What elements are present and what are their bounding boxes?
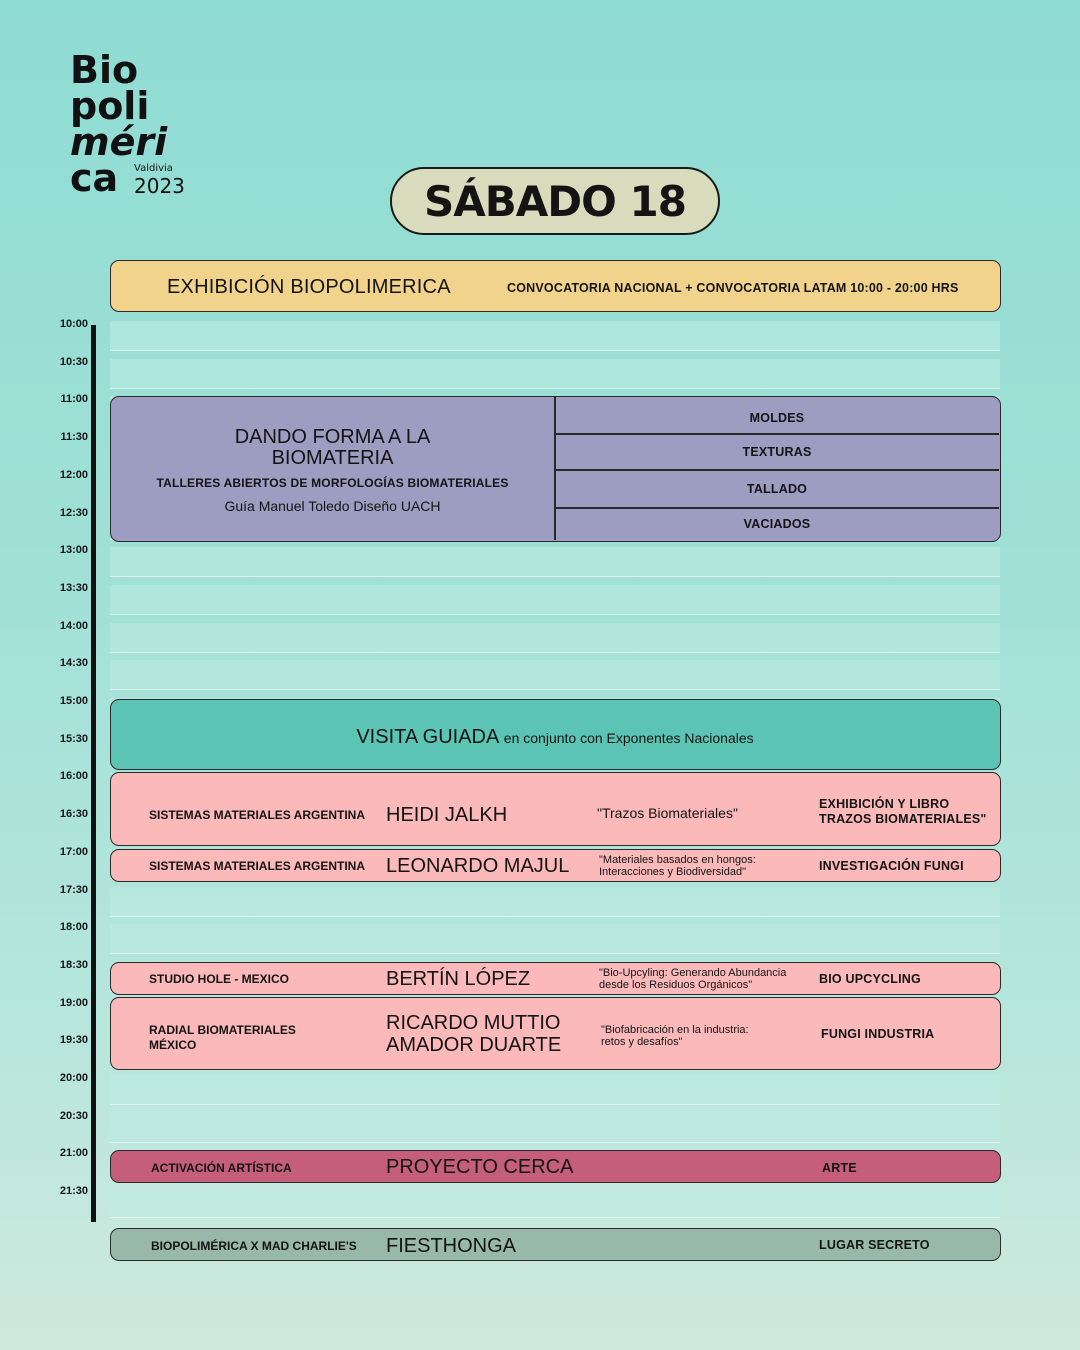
workshop-divider-2 xyxy=(555,469,999,471)
time-label: 18:30 xyxy=(59,958,88,971)
time-label: 16:00 xyxy=(59,770,88,783)
art-note: ARTE xyxy=(822,1161,857,1175)
time-label: 15:00 xyxy=(59,695,88,707)
talk-org xyxy=(149,1023,296,1053)
art-name: PROYECTO CERCA xyxy=(386,1156,574,1178)
party-block xyxy=(110,1228,1001,1261)
workshop-guide: Guía Manuel Toledo Diseño UACH xyxy=(224,498,441,514)
talk-speaker xyxy=(386,1012,561,1056)
workshop-item-vaciados: VACIADOS xyxy=(743,517,811,531)
time-label: 17:00 xyxy=(59,845,88,858)
talk-note: BIO UPCYCLING xyxy=(819,972,921,986)
time-label: 19:00 xyxy=(59,996,88,1009)
art-org: ACTIVACIÓN ARTÍSTICA xyxy=(151,1161,292,1175)
workshop-item-tallado: TALLADO xyxy=(746,482,808,496)
talk-org: SISTEMAS MATERIALES ARGENTINA xyxy=(149,859,366,873)
talk-muttio-duarte xyxy=(110,997,1001,1070)
logo-line-1: Bio xyxy=(70,48,139,92)
guided-tour-text xyxy=(111,726,999,749)
schedule-row xyxy=(110,321,1000,351)
time-label: 12:30 xyxy=(59,506,88,519)
talk-bertin-lopez xyxy=(110,962,1001,995)
talk-topic: "Trazos Biomateriales" xyxy=(597,805,738,821)
workshop-item-texturas: TEXTURAS xyxy=(742,445,812,459)
workshop-divider-3 xyxy=(555,507,999,509)
workshop-divider-1 xyxy=(555,433,999,435)
talk-topic-line2: retos y desafíos" xyxy=(601,1036,683,1048)
talk-org-line1: RADIAL BIOMATERIALES xyxy=(149,1023,296,1037)
guided-tour-title: VISITA GUIADA xyxy=(356,726,500,748)
talk-note-line2: TRAZOS BIOMATERIALES" xyxy=(819,812,987,826)
time-label: 13:00 xyxy=(59,544,88,557)
exhibition-subtitle: CONVOCATORIA NACIONAL + CONVOCATORIA LATAM 10:00 - 20:00 HRS xyxy=(507,281,959,295)
talk-speaker-line2: AMADOR DUARTE xyxy=(386,1034,562,1056)
time-label: 21:30 xyxy=(59,1185,88,1198)
schedule-row xyxy=(110,1075,1000,1105)
talk-topic-line2: desde los Residuos Orgánicos" xyxy=(599,979,753,991)
workshop-item-moldes: MOLDES xyxy=(749,411,805,425)
time-label: 14:30 xyxy=(59,657,88,670)
time-label: 21:00 xyxy=(59,1147,88,1160)
talk-leonardo-majul xyxy=(110,849,1001,882)
art-block xyxy=(110,1150,1001,1183)
day-title: SÁBADO 18 xyxy=(390,167,720,235)
talk-org: STUDIO HOLE - MEXICO xyxy=(149,972,290,986)
time-label: 16:30 xyxy=(59,808,88,821)
schedule-row xyxy=(110,623,1000,653)
workshop-title xyxy=(111,427,554,469)
logo-year: 2023 xyxy=(134,174,185,198)
party-note: LUGAR SECRETO xyxy=(819,1238,930,1252)
workshop-title-line1: DANDO FORMA A LA xyxy=(234,426,431,448)
time-label: 20:00 xyxy=(59,1072,88,1084)
workshop-title-line2: BIOMATERIA xyxy=(271,447,394,469)
talk-topic xyxy=(599,854,756,878)
talk-topic xyxy=(601,1024,749,1048)
talk-heidi-jalkh xyxy=(110,772,1001,846)
talk-topic-line1: "Materiales basados en hongos: xyxy=(599,854,756,866)
time-label: 11:30 xyxy=(60,431,88,444)
talk-note: INVESTIGACIÓN FUNGI xyxy=(819,859,964,873)
time-label: 13:30 xyxy=(59,581,88,594)
time-label: 15:30 xyxy=(59,732,88,745)
schedule-row xyxy=(110,1188,1000,1218)
time-label: 10:00 xyxy=(59,318,88,330)
talk-org: SISTEMAS MATERIALES ARGENTINA xyxy=(149,808,366,822)
exhibition-block xyxy=(110,260,1001,312)
time-label: 12:00 xyxy=(59,468,88,481)
talk-note: FUNGI INDUSTRIA xyxy=(821,1027,935,1041)
schedule-row xyxy=(110,359,1000,389)
exhibition-title: EXHIBICIÓN BIOPOLIMERICA xyxy=(167,276,451,298)
schedule-row xyxy=(110,1113,1000,1143)
talk-speaker: HEIDI JALKH xyxy=(386,804,508,826)
workshop-block xyxy=(110,396,1001,542)
logo-city: Valdivia xyxy=(134,163,173,174)
schedule-row xyxy=(110,547,1000,577)
logo-line-2: poli xyxy=(70,84,150,128)
talk-org-line2: MÉXICO xyxy=(149,1038,197,1052)
talk-topic-line1: "Biofabricación en la industria: xyxy=(601,1024,749,1036)
time-label: 10:30 xyxy=(59,355,88,368)
logo-line-3: méri xyxy=(70,120,168,164)
workshop-subtitle: TALLERES ABIERTOS DE MORFOLOGÍAS BIOMATERIALES xyxy=(156,476,509,490)
talk-note xyxy=(819,797,987,827)
party-org: BIOPOLIMÉRICA X MAD CHARLIE'S xyxy=(151,1239,357,1253)
talk-topic xyxy=(599,967,786,991)
schedule-row xyxy=(110,887,1000,917)
time-label: 17:30 xyxy=(59,883,88,896)
guided-tour-subtitle: en conjunto con Exponentes Nacionales xyxy=(503,730,754,746)
guided-tour-block xyxy=(110,699,1001,770)
time-label: 18:00 xyxy=(59,921,88,934)
talk-topic-line2: Interacciones y Biodiversidad" xyxy=(599,866,746,878)
talk-speaker: BERTÍN LÓPEZ xyxy=(386,968,531,990)
time-label: 19:30 xyxy=(59,1034,88,1047)
time-label: 14:00 xyxy=(59,619,88,632)
biopolimerica-logo xyxy=(70,48,185,200)
timeline-bar xyxy=(91,325,96,1222)
time-label: 20:30 xyxy=(59,1109,88,1122)
talk-topic-line1: "Bio-Upcyling: Generando Abundancia xyxy=(599,967,787,979)
time-label: 11:00 xyxy=(60,393,88,406)
schedule-row xyxy=(110,660,1000,690)
talk-speaker-line1: RICARDO MUTTIO xyxy=(386,1012,561,1034)
schedule-row xyxy=(110,924,1000,954)
party-name: FIESTHONGA xyxy=(386,1235,517,1257)
talk-speaker: LEONARDO MAJUL xyxy=(386,855,570,877)
logo-line-4: ca xyxy=(70,156,119,200)
schedule-row xyxy=(110,585,1000,615)
talk-note-line1: EXHIBICIÓN Y LIBRO xyxy=(819,797,950,811)
